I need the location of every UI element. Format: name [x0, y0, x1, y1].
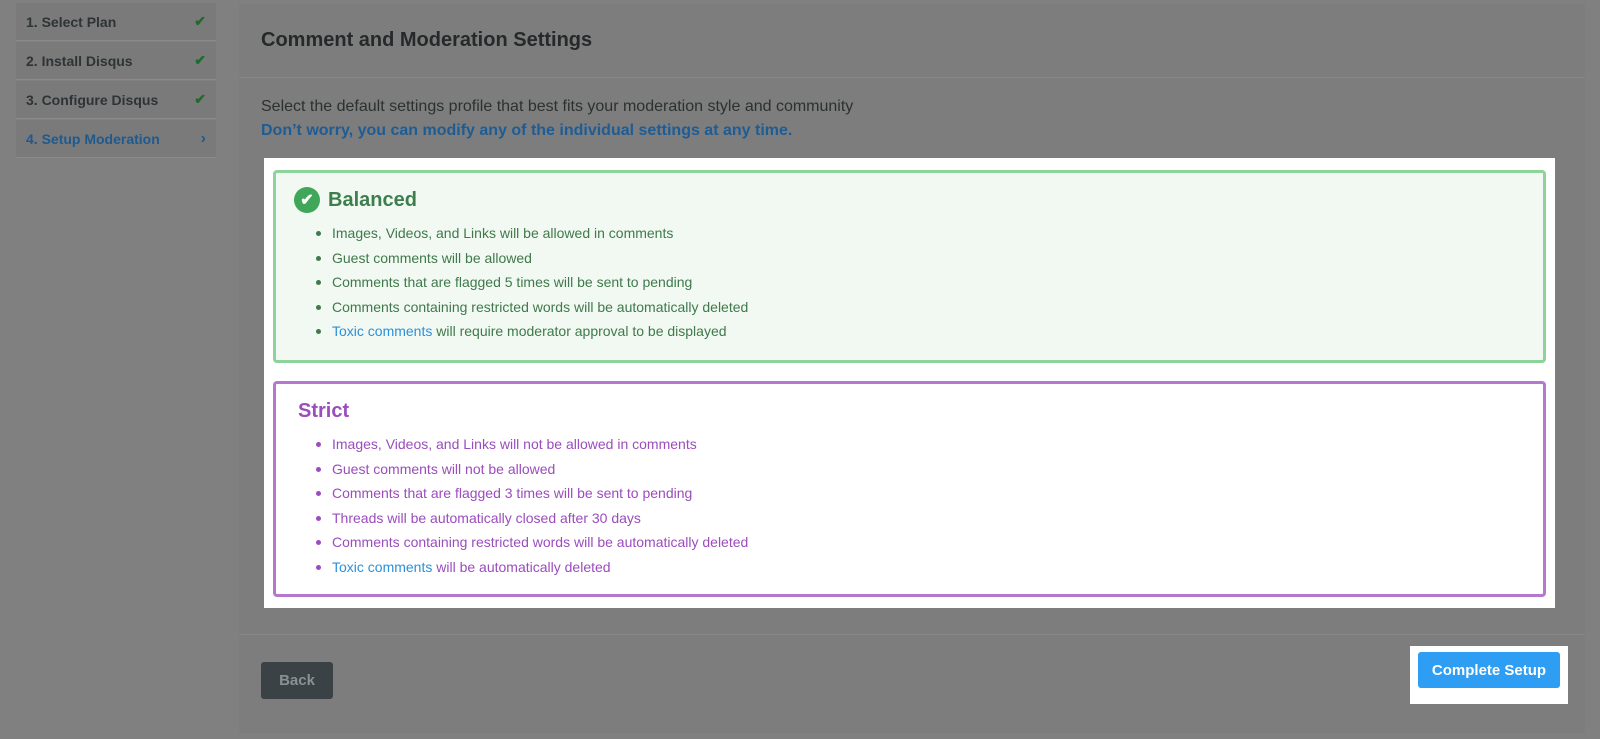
checkmark-icon: ✔ [194, 52, 206, 68]
step-label: 3. Configure Disqus [26, 91, 159, 108]
intro-text: Select the default settings profile that best fits your moderation style and community [261, 98, 854, 115]
profile-header [294, 185, 1525, 215]
profile-rules-list [294, 432, 1525, 579]
complete-setup-button[interactable]: Complete Setup [1418, 652, 1560, 688]
main-panel [239, 4, 1585, 733]
back-button[interactable]: Back [261, 662, 333, 699]
panel-header [239, 4, 1585, 78]
checkmark-icon: ✔ [194, 91, 206, 107]
list-item [316, 555, 1525, 580]
list-item: Guest comments will be allowed [316, 246, 1525, 271]
list-item-text: will require moderator approval to be displayed [432, 323, 727, 339]
toxic-comments-link[interactable]: Toxic comments [332, 323, 433, 339]
step-configure-disqus[interactable] [16, 81, 216, 119]
chevron-right-icon: › [200, 129, 206, 147]
list-item: Comments containing restricted words will be automatically deleted [316, 530, 1525, 555]
step-setup-moderation[interactable] [16, 120, 216, 158]
step-select-plan[interactable] [16, 3, 216, 41]
wizard-steps [16, 3, 216, 159]
step-label: 2. Install Disqus [26, 52, 133, 69]
panel-footer [239, 634, 1585, 733]
list-item: Images, Videos, and Links will not be allowed in comments [316, 432, 1525, 457]
step-label: 4. Setup Moderation [26, 130, 160, 147]
page-title: Comment and Moderation Settings [261, 29, 593, 51]
profile-name: Balanced [328, 188, 417, 211]
list-item: Threads will be automatically closed after 30 days [316, 506, 1525, 531]
list-item [316, 319, 1525, 344]
check-circle-icon: ✔ [294, 187, 320, 213]
profile-header [294, 396, 1525, 426]
profile-rules-list [294, 221, 1525, 344]
checkmark-icon: ✔ [194, 13, 206, 29]
profile-card-balanced[interactable] [273, 170, 1546, 363]
step-install-disqus[interactable] [16, 42, 216, 80]
toxic-comments-link[interactable]: Toxic comments [332, 558, 433, 575]
complete-setup-highlight [1410, 646, 1568, 704]
list-item: Guest comments will not be allowed [316, 457, 1525, 482]
list-item: Comments containing restricted words will be automatically deleted [316, 295, 1525, 320]
intro-note: Don’t worry, you can modify any of the individual settings at any time. [261, 122, 793, 139]
list-item: Comments that are flagged 3 times will be sent to pending [316, 481, 1525, 506]
profile-options [264, 158, 1555, 608]
intro-block [261, 96, 853, 144]
profile-name: Strict [298, 399, 350, 422]
list-item-text: will be automatically deleted [432, 558, 611, 575]
step-label: 1. Select Plan [26, 13, 117, 30]
list-item: Images, Videos, and Links will be allowed in comments [316, 221, 1525, 246]
profile-card-strict[interactable] [273, 381, 1546, 597]
list-item: Comments that are flagged 5 times will be sent to pending [316, 270, 1525, 295]
